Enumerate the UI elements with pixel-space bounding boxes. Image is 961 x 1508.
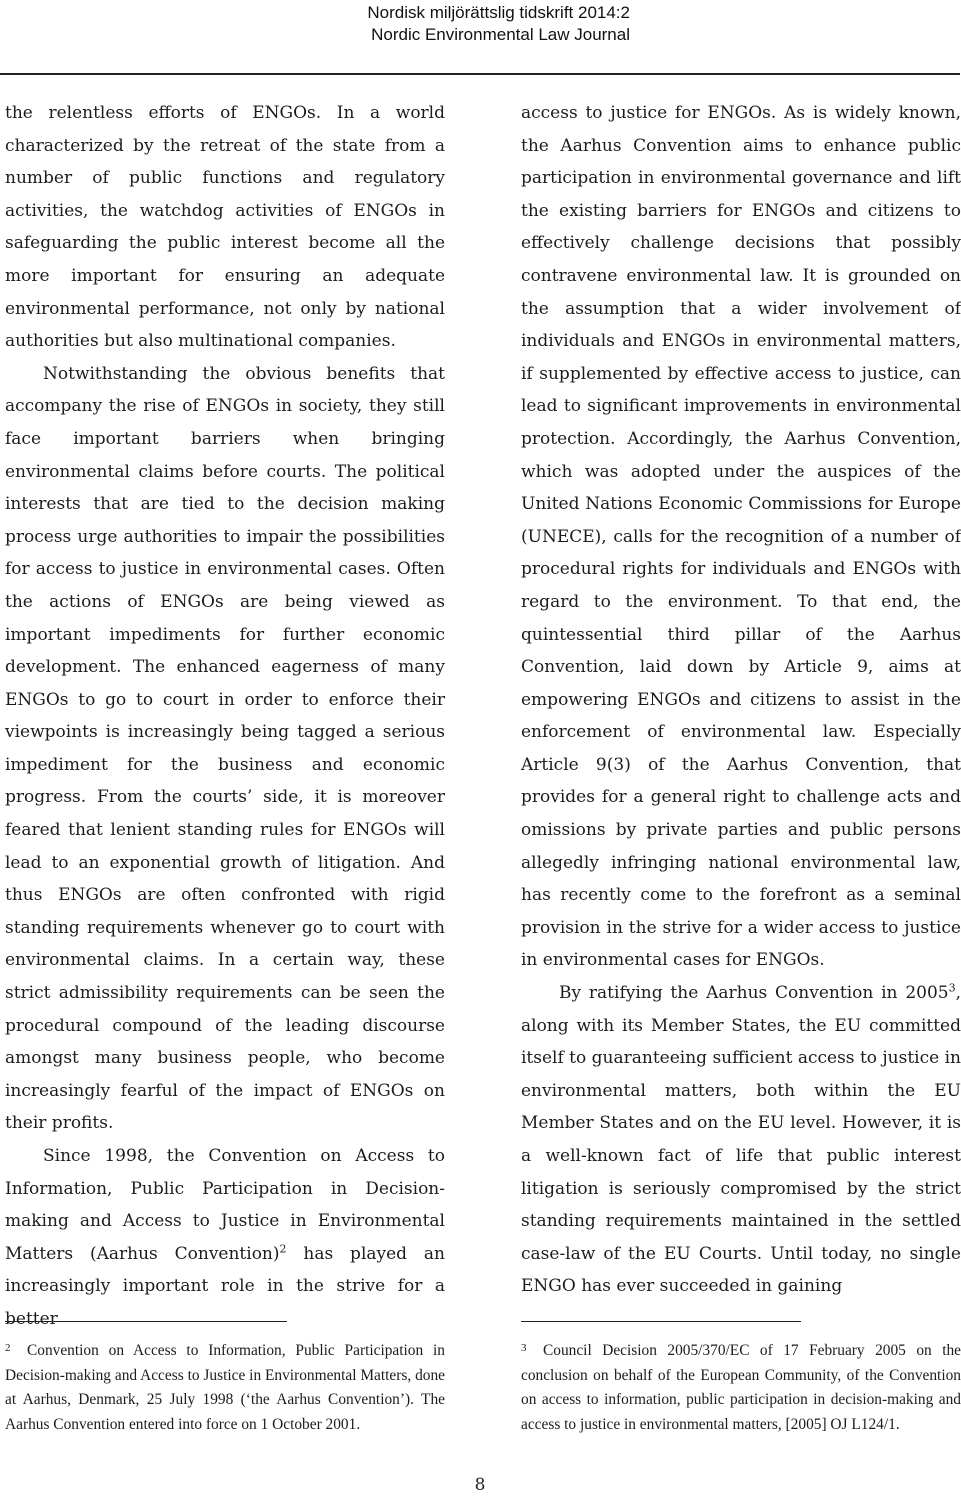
paragraph-text: has played an increasingly important role in the strive for a better (5, 1243, 446, 1329)
paragraph: the relentless efforts of ENGOs. In a world characterized by the retreat of the state from a number of public functions and regulatory activities, the watchdog activities of ENGOs in safeguarding the public interest become all the more important for ensuring an adequate environmental performance, not only by national authorities but also multinational companies. (5, 103, 445, 352)
footnote-number: 3 (521, 1342, 527, 1354)
footnote-2 (5, 1339, 445, 1437)
header-divider (0, 73, 960, 75)
footnote-divider (5, 1321, 287, 1322)
paragraph-text: By ratifying the Aarhus Convention in 2005 (559, 983, 949, 1004)
footnote-number: 2 (5, 1342, 11, 1354)
paragraph: access to justice for ENGOs. As is widely known, the Aarhus Convention aims to enhance public participation in environmental governance and lift the existing barriers for ENGOs and citizens to effectively challenge decisions that possibly contravene environmental law. It is grounded on the assumption that a wider involvement of individuals and ENGOs in environmental matters, if supplemented by effective access to justice, can lead to significant improvements in environmental protection. Accordingly, the Aarhus Convention, which was adopted under the auspices of the United Nations Economic Commissions for Europe (UNECE), calls for the recognition of a number of procedural rights for individuals and ENGOs with regard to the environment. To that end, the quintessential third pillar of the Aarhus Convention, laid down by Article 9, aims at empowering ENGOs and citizens to assist in the enforcement of environmental law. Especially Article 9(3) of the Aarhus Convention, that provides for a general right to challenge acts and omissions by private parties and public persons allegedly infringing national environmental law, has recently come to the forefront as a seminal provision in the strive for a wider access to justice in environmental cases for ENGOs. (521, 103, 961, 971)
footnote-reference: 3 (948, 981, 956, 995)
footnote-3 (521, 1339, 961, 1437)
footnote-text: Convention on Access to Information, Public Participation in Decision-making and Access to Justice in Environmental Matters, done at Aarhus, Denmark, 25 July 1998 (‘the Aarhus Convention’). The Aarhus Convention entered into force on 1 October 2001. (5, 1342, 445, 1433)
right-column (521, 97, 961, 1303)
footnote-reference: 2 (279, 1242, 287, 1256)
page-number: 8 (474, 1475, 486, 1495)
paragraph (5, 1140, 445, 1336)
footnote-text: Council Decision 2005/370/EC of 17 February 2005 on the conclusion on behalf of the European Community, of the Convention on access to information, public participation in decision-making and access to justice in environmental matters, [2005] OJ L124/1. (521, 1342, 961, 1433)
footnote-divider (521, 1321, 801, 1322)
journal-title-swedish: Nordisk miljörättslig tidskrift 2014:2 (367, 3, 630, 22)
running-header (367, 2, 630, 46)
paragraph-text: Since 1998, the Convention on Access to Information, Public Participation in Decision-making and Access to Justice in Environmental Matters (Aarhus Convention) (5, 1146, 445, 1264)
paragraph (521, 977, 961, 1303)
paragraph-text: , along with its Member States, the EU committed itself to guaranteeing sufficient access to justice in environmental matters, both within the EU Member States and on the EU level. However, it is a well-known fact of life that public interest litigation is seriously compromised by the strict standing requirements maintained in the settled case-law of the EU Courts. Until today, no single ENGO has ever succeeded in gaining (521, 983, 961, 1297)
journal-title-english: Nordic Environmental Law Journal (371, 25, 630, 44)
left-column (5, 97, 445, 1336)
paragraph: Notwithstanding the obvious benefits that accompany the rise of ENGOs in society, they still face important barriers when bringing environmental claims before courts. The political interests that are tied to the decision making process urge authorities to impair the possibilities for access to justice in environmental cases. Often the actions of ENGOs are being viewed as important impediments for further economic development. The enhanced eagerness of many ENGOs to go to court in order to enforce their viewpoints is increasingly being tagged a serious impediment for the business and economic progress. From the courts’ side, it is moreover feared that lenient standing rules for ENGOs will lead to an exponential growth of litigation. And thus ENGOs are often confronted with rigid standing requirements whenever go to court with environmental claims. In a certain way, these strict admissibility requirements can be seen the procedural compound of the leading discourse amongst many business people, who become increasingly fearful of the impact of ENGOs on their profits. (5, 363, 445, 1134)
